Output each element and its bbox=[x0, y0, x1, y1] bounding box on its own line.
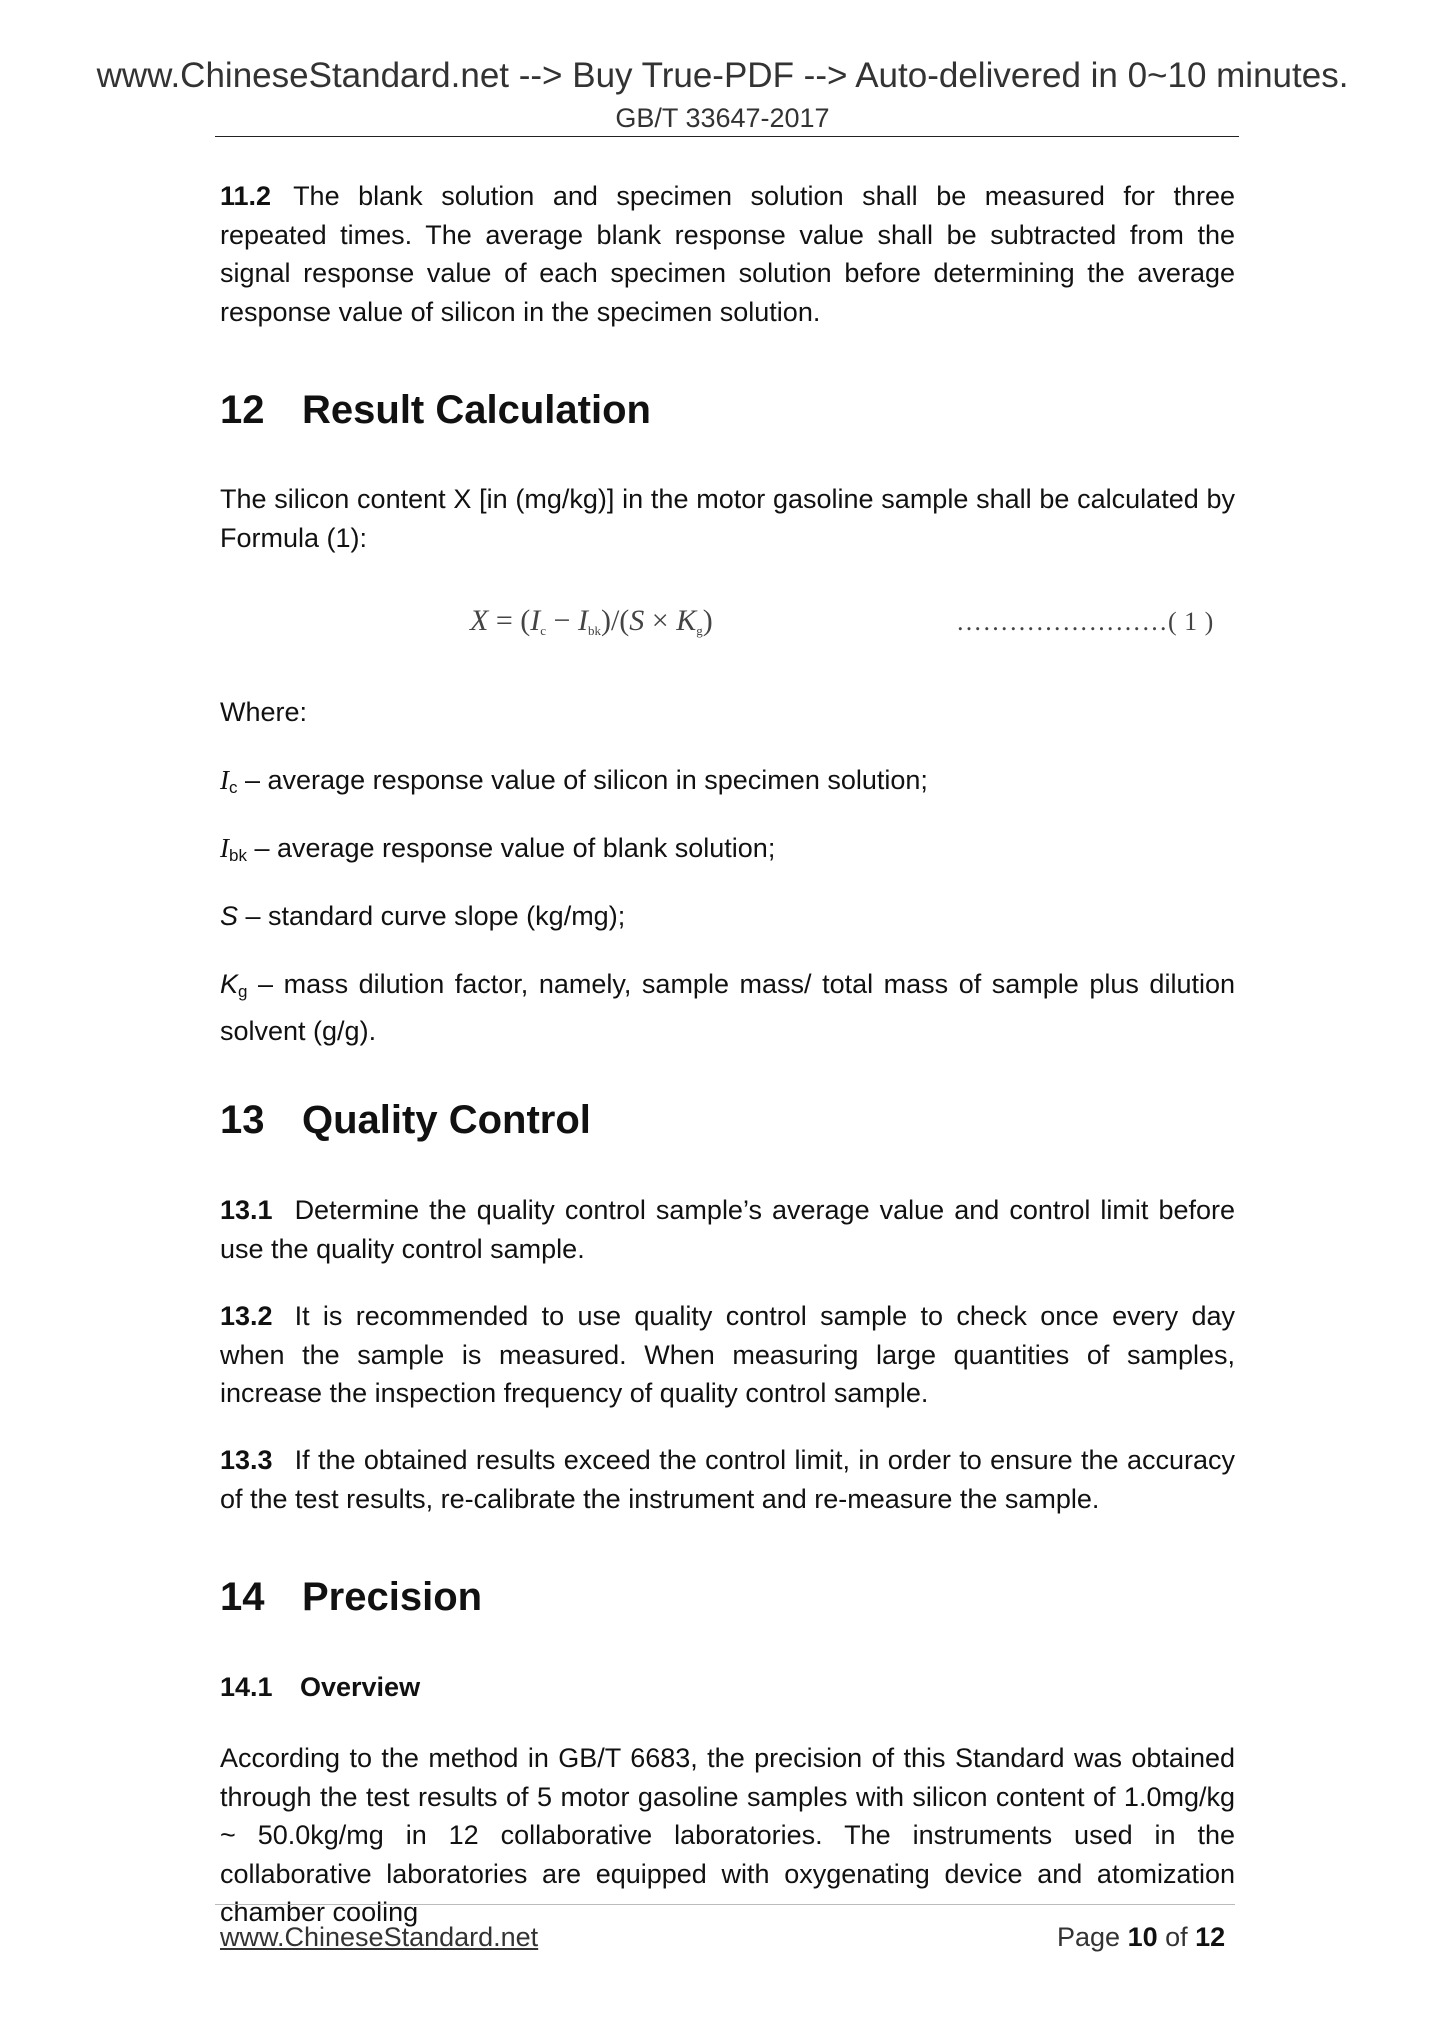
section-number: 13 bbox=[220, 1098, 265, 1142]
section-heading-12 bbox=[220, 388, 651, 433]
top-banner: www.ChineseStandard.net --> Buy True-PDF --> Auto-delivered in 0~10 minutes. bbox=[96, 56, 1349, 95]
section-heading-14 bbox=[220, 1575, 482, 1620]
symbol-subscript: bk bbox=[229, 846, 247, 865]
formula-sub: c bbox=[540, 623, 547, 638]
section-title: Precision bbox=[302, 1575, 483, 1619]
definition-text: – standard curve slope (kg/mg); bbox=[238, 901, 626, 931]
clause-number: 11.2 bbox=[220, 181, 272, 211]
clause-13-3 bbox=[220, 1441, 1235, 1518]
subsection-heading-14-1 bbox=[220, 1672, 420, 1703]
section-title: Result Calculation bbox=[302, 388, 651, 432]
clause-13-2 bbox=[220, 1297, 1235, 1413]
formula-var-ibk: I bbox=[577, 604, 588, 637]
section-number: 14 bbox=[220, 1575, 265, 1619]
symbol: I bbox=[220, 833, 229, 863]
clause-number: 13.3 bbox=[220, 1445, 273, 1475]
footer-rule bbox=[215, 1904, 1235, 1905]
document-id: GB/T 33647-2017 bbox=[615, 103, 830, 133]
section-heading-13 bbox=[220, 1098, 591, 1143]
clause-text: Determine the quality control sample’s average value and control limit before use the quality control sample. bbox=[220, 1195, 1235, 1264]
where-label: Where: bbox=[220, 697, 308, 727]
definition-text: – mass dilution factor, namely, sample mass/ total mass of sample plus dilution solvent (g/g). bbox=[220, 969, 1235, 1046]
subsection-title: Overview bbox=[300, 1672, 421, 1702]
formula-var-kg: K bbox=[676, 604, 697, 637]
formula-op: = ( bbox=[488, 604, 531, 637]
footer-website-link[interactable]: www.ChineseStandard.net bbox=[220, 1922, 539, 1952]
clause-number: 13.1 bbox=[220, 1195, 273, 1225]
formula-sub: g bbox=[696, 623, 703, 638]
symbol: S bbox=[220, 901, 239, 931]
subsection-number: 14.1 bbox=[220, 1672, 273, 1702]
formula-sub: bk bbox=[587, 623, 601, 638]
of-word: of bbox=[1157, 1922, 1196, 1952]
current-page: 10 bbox=[1127, 1922, 1158, 1952]
section-title: Quality Control bbox=[302, 1098, 591, 1142]
header-rule bbox=[215, 136, 1239, 137]
formula-intro: The silicon content X [in (mg/kg)] in the motor gasoline sample shall be calculated by Formula (1): bbox=[220, 484, 1235, 553]
section-number: 12 bbox=[220, 388, 265, 432]
formula-op: )/( bbox=[600, 604, 630, 637]
definition-text: – average response value of silicon in specimen solution; bbox=[237, 765, 928, 795]
clause-text: It is recommended to use quality control sample to check once every day when the sample is measured. When measuring large quantities of samples, increase the inspection frequency of quality control sample. bbox=[220, 1301, 1235, 1408]
clause-14-1-text: According to the method in GB/T 6683, the precision of this Standard was obtained through the test results of 5 motor gasoline samples with silicon content of 1.0mg/kg ~ 50.0kg/mg in 12 collaborative laboratories. The instruments used in the collaborative laboratories are equipped with oxygenating device and atomization chamber cooling bbox=[220, 1743, 1235, 1927]
definition-ibk bbox=[220, 829, 1235, 876]
formula-op: ) bbox=[702, 604, 713, 637]
formula-number: ……………………( 1 ) bbox=[956, 607, 1214, 636]
formula-1 bbox=[470, 604, 713, 639]
formula-op: − bbox=[546, 604, 578, 637]
formula-op: × bbox=[644, 604, 677, 637]
symbol-subscript: g bbox=[238, 982, 248, 1001]
formula-var-ic: I bbox=[530, 604, 541, 637]
page-word: Page bbox=[1057, 1922, 1128, 1952]
definition-kg bbox=[220, 965, 1235, 1050]
clause-number: 13.2 bbox=[220, 1301, 273, 1331]
symbol: I bbox=[220, 765, 229, 795]
symbol: K bbox=[220, 969, 239, 999]
formula-var-x: X bbox=[470, 604, 489, 637]
symbol-subscript: c bbox=[229, 778, 238, 797]
definition-s bbox=[220, 897, 1235, 936]
clause-text: The blank solution and specimen solution shall be measured for three repeated times. The average blank response value shall be subtracted from the signal response value of each specimen solution before determining the average response value of silicon in the specimen solution. bbox=[220, 181, 1235, 327]
clause-text: If the obtained results exceed the control limit, in order to ensure the accuracy of the test results, re-calibrate the instrument and re-measure the sample. bbox=[220, 1445, 1235, 1514]
formula-var-s: S bbox=[629, 604, 645, 637]
definition-ic bbox=[220, 761, 1235, 808]
clause-13-1 bbox=[220, 1191, 1235, 1268]
definition-text: – average response value of blank solution; bbox=[246, 833, 776, 863]
page-number bbox=[1057, 1922, 1225, 1953]
clause-11-2 bbox=[220, 177, 1235, 331]
total-pages: 12 bbox=[1195, 1922, 1226, 1952]
